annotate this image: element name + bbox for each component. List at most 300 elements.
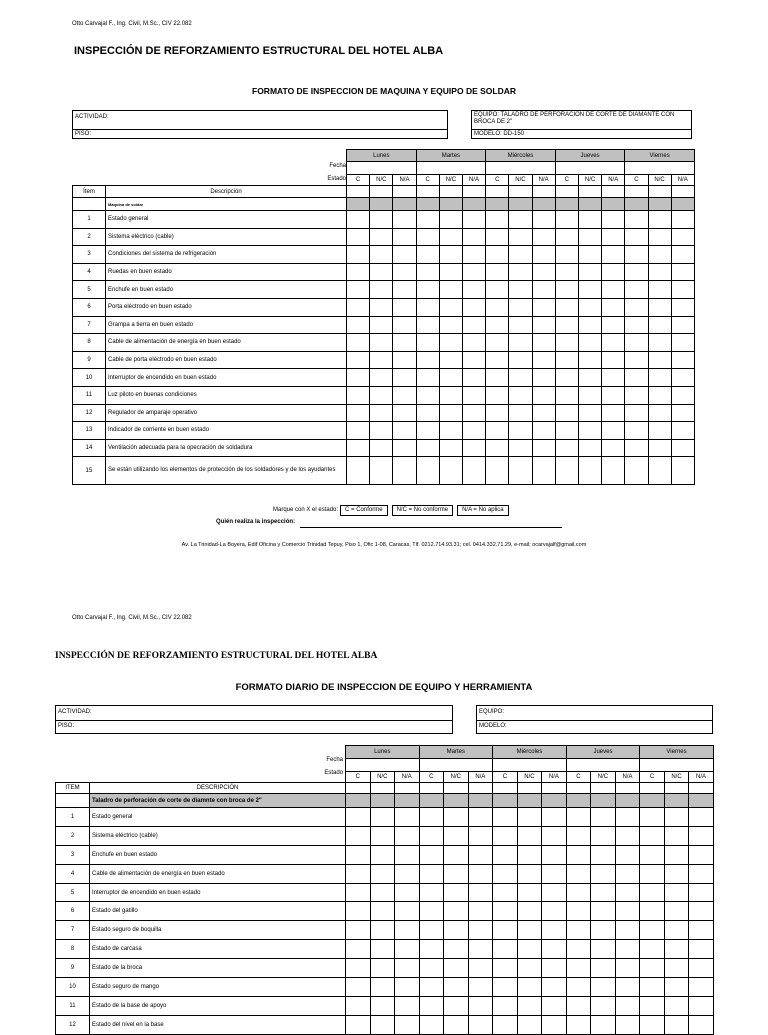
check-cell[interactable] [689,1015,714,1034]
check-cell[interactable] [664,921,689,940]
check-cell[interactable] [640,845,665,864]
check-cell[interactable] [370,211,393,229]
check-cell[interactable] [486,351,509,369]
check-cell[interactable] [395,864,420,883]
check-cell[interactable] [419,921,444,940]
check-cell[interactable] [555,351,578,369]
check-cell[interactable] [493,845,518,864]
check-cell[interactable] [419,808,444,827]
check-cell[interactable] [532,246,555,264]
check-cell[interactable] [370,246,393,264]
fecha-cell[interactable] [419,759,493,772]
check-cell[interactable] [493,1015,518,1034]
check-cell[interactable] [625,228,648,246]
check-cell[interactable] [671,404,694,422]
check-cell[interactable] [393,228,416,246]
check-cell[interactable] [591,1015,616,1034]
check-cell[interactable] [671,298,694,316]
check-cell[interactable] [591,808,616,827]
check-cell[interactable] [555,422,578,440]
check-cell[interactable] [462,263,485,281]
check-cell[interactable] [555,211,578,229]
check-cell[interactable] [347,404,370,422]
check-cell[interactable] [347,316,370,334]
check-cell[interactable] [555,457,578,485]
fecha-cell[interactable] [566,759,640,772]
check-cell[interactable] [566,864,591,883]
check-cell[interactable] [486,386,509,404]
check-cell[interactable] [648,316,671,334]
check-cell[interactable] [439,246,462,264]
check-cell[interactable] [347,263,370,281]
check-cell[interactable] [370,369,393,387]
check-cell[interactable] [578,246,601,264]
check-cell[interactable] [370,978,395,997]
check-cell[interactable] [615,1015,640,1034]
check-cell[interactable] [625,439,648,457]
check-cell[interactable] [591,864,616,883]
check-cell[interactable] [566,883,591,902]
check-cell[interactable] [625,263,648,281]
check-cell[interactable] [370,316,393,334]
check-cell[interactable] [555,298,578,316]
check-cell[interactable] [648,263,671,281]
check-cell[interactable] [468,864,493,883]
check-cell[interactable] [395,883,420,902]
check-cell[interactable] [462,246,485,264]
check-cell[interactable] [486,228,509,246]
check-cell[interactable] [370,883,395,902]
check-cell[interactable] [439,351,462,369]
check-cell[interactable] [347,369,370,387]
check-cell[interactable] [416,298,439,316]
check-cell[interactable] [625,298,648,316]
check-cell[interactable] [444,959,469,978]
check-cell[interactable] [468,883,493,902]
check-cell[interactable] [419,978,444,997]
check-cell[interactable] [542,864,567,883]
check-cell[interactable] [671,211,694,229]
check-cell[interactable] [517,959,542,978]
check-cell[interactable] [671,351,694,369]
check-cell[interactable] [370,996,395,1015]
check-cell[interactable] [625,422,648,440]
check-cell[interactable] [468,1015,493,1034]
check-cell[interactable] [439,386,462,404]
check-cell[interactable] [517,883,542,902]
check-cell[interactable] [416,263,439,281]
check-cell[interactable] [591,883,616,902]
check-cell[interactable] [689,940,714,959]
check-cell[interactable] [419,845,444,864]
check-cell[interactable] [542,940,567,959]
check-cell[interactable] [555,369,578,387]
check-cell[interactable] [393,351,416,369]
check-cell[interactable] [346,959,371,978]
check-cell[interactable] [416,211,439,229]
check-cell[interactable] [370,959,395,978]
check-cell[interactable] [462,298,485,316]
check-cell[interactable] [640,940,665,959]
check-cell[interactable] [444,845,469,864]
check-cell[interactable] [346,883,371,902]
check-cell[interactable] [509,457,532,485]
check-cell[interactable] [419,959,444,978]
check-cell[interactable] [509,404,532,422]
check-cell[interactable] [625,351,648,369]
check-cell[interactable] [602,334,625,352]
check-cell[interactable] [393,386,416,404]
check-cell[interactable] [517,1015,542,1034]
check-cell[interactable] [439,316,462,334]
check-cell[interactable] [468,959,493,978]
check-cell[interactable] [393,334,416,352]
check-cell[interactable] [347,334,370,352]
check-cell[interactable] [370,228,393,246]
check-cell[interactable] [648,457,671,485]
check-cell[interactable] [462,316,485,334]
check-cell[interactable] [347,228,370,246]
check-cell[interactable] [346,902,371,921]
check-cell[interactable] [602,316,625,334]
check-cell[interactable] [419,826,444,845]
check-cell[interactable] [542,845,567,864]
check-cell[interactable] [671,386,694,404]
check-cell[interactable] [615,808,640,827]
check-cell[interactable] [509,298,532,316]
fecha-cell[interactable] [416,162,486,175]
check-cell[interactable] [462,422,485,440]
check-cell[interactable] [462,334,485,352]
fecha-cell[interactable] [555,162,625,175]
check-cell[interactable] [555,246,578,264]
check-cell[interactable] [509,228,532,246]
check-cell[interactable] [509,263,532,281]
check-cell[interactable] [566,921,591,940]
check-cell[interactable] [370,386,393,404]
check-cell[interactable] [444,826,469,845]
check-cell[interactable] [664,826,689,845]
check-cell[interactable] [664,959,689,978]
check-cell[interactable] [640,978,665,997]
check-cell[interactable] [444,883,469,902]
check-cell[interactable] [419,864,444,883]
check-cell[interactable] [555,404,578,422]
check-cell[interactable] [566,808,591,827]
check-cell[interactable] [566,845,591,864]
check-cell[interactable] [444,864,469,883]
check-cell[interactable] [486,281,509,299]
check-cell[interactable] [648,439,671,457]
check-cell[interactable] [462,211,485,229]
check-cell[interactable] [370,334,393,352]
check-cell[interactable] [439,211,462,229]
check-cell[interactable] [532,457,555,485]
check-cell[interactable] [486,316,509,334]
check-cell[interactable] [555,386,578,404]
check-cell[interactable] [370,864,395,883]
check-cell[interactable] [602,298,625,316]
check-cell[interactable] [602,263,625,281]
check-cell[interactable] [393,369,416,387]
check-cell[interactable] [591,940,616,959]
check-cell[interactable] [640,808,665,827]
check-cell[interactable] [517,808,542,827]
check-cell[interactable] [640,902,665,921]
check-cell[interactable] [462,386,485,404]
check-cell[interactable] [395,959,420,978]
check-cell[interactable] [509,422,532,440]
check-cell[interactable] [468,921,493,940]
check-cell[interactable] [444,978,469,997]
check-cell[interactable] [347,439,370,457]
check-cell[interactable] [346,864,371,883]
check-cell[interactable] [532,351,555,369]
check-cell[interactable] [444,902,469,921]
check-cell[interactable] [370,281,393,299]
check-cell[interactable] [532,386,555,404]
check-cell[interactable] [462,457,485,485]
check-cell[interactable] [602,404,625,422]
check-cell[interactable] [370,298,393,316]
check-cell[interactable] [555,334,578,352]
check-cell[interactable] [370,808,395,827]
check-cell[interactable] [509,211,532,229]
fecha-cell[interactable] [347,162,417,175]
check-cell[interactable] [689,959,714,978]
check-cell[interactable] [509,246,532,264]
check-cell[interactable] [648,281,671,299]
check-cell[interactable] [555,316,578,334]
check-cell[interactable] [346,1015,371,1034]
check-cell[interactable] [493,826,518,845]
check-cell[interactable] [532,228,555,246]
check-cell[interactable] [578,298,601,316]
check-cell[interactable] [509,316,532,334]
check-cell[interactable] [347,211,370,229]
check-cell[interactable] [439,457,462,485]
check-cell[interactable] [532,334,555,352]
check-cell[interactable] [625,316,648,334]
check-cell[interactable] [602,281,625,299]
check-cell[interactable] [671,316,694,334]
check-cell[interactable] [509,439,532,457]
check-cell[interactable] [509,386,532,404]
check-cell[interactable] [347,422,370,440]
check-cell[interactable] [346,921,371,940]
check-cell[interactable] [602,369,625,387]
check-cell[interactable] [395,940,420,959]
check-cell[interactable] [462,351,485,369]
check-cell[interactable] [625,281,648,299]
check-cell[interactable] [416,457,439,485]
check-cell[interactable] [615,921,640,940]
check-cell[interactable] [395,845,420,864]
check-cell[interactable] [347,246,370,264]
check-cell[interactable] [578,351,601,369]
check-cell[interactable] [395,921,420,940]
inspector-signature-line[interactable] [300,527,562,528]
check-cell[interactable] [578,457,601,485]
check-cell[interactable] [578,439,601,457]
check-cell[interactable] [416,351,439,369]
check-cell[interactable] [532,422,555,440]
check-cell[interactable] [664,996,689,1015]
check-cell[interactable] [615,940,640,959]
check-cell[interactable] [648,422,671,440]
check-cell[interactable] [493,959,518,978]
check-cell[interactable] [532,298,555,316]
check-cell[interactable] [346,845,371,864]
check-cell[interactable] [370,921,395,940]
check-cell[interactable] [416,422,439,440]
check-cell[interactable] [542,826,567,845]
check-cell[interactable] [542,996,567,1015]
check-cell[interactable] [439,298,462,316]
check-cell[interactable] [664,845,689,864]
check-cell[interactable] [640,883,665,902]
check-cell[interactable] [689,808,714,827]
check-cell[interactable] [578,228,601,246]
check-cell[interactable] [578,369,601,387]
fecha-cell[interactable] [625,162,695,175]
check-cell[interactable] [509,334,532,352]
check-cell[interactable] [462,439,485,457]
check-cell[interactable] [393,457,416,485]
check-cell[interactable] [602,351,625,369]
check-cell[interactable] [370,457,393,485]
check-cell[interactable] [640,921,665,940]
check-cell[interactable] [419,902,444,921]
check-cell[interactable] [416,334,439,352]
check-cell[interactable] [689,978,714,997]
check-cell[interactable] [671,281,694,299]
check-cell[interactable] [517,996,542,1015]
check-cell[interactable] [393,263,416,281]
check-cell[interactable] [625,457,648,485]
check-cell[interactable] [671,246,694,264]
check-cell[interactable] [486,439,509,457]
check-cell[interactable] [625,211,648,229]
fecha-cell[interactable] [493,759,567,772]
check-cell[interactable] [486,246,509,264]
check-cell[interactable] [602,439,625,457]
check-cell[interactable] [602,386,625,404]
check-cell[interactable] [689,845,714,864]
check-cell[interactable] [346,826,371,845]
check-cell[interactable] [625,246,648,264]
check-cell[interactable] [517,864,542,883]
check-cell[interactable] [689,883,714,902]
check-cell[interactable] [664,940,689,959]
check-cell[interactable] [591,921,616,940]
check-cell[interactable] [468,902,493,921]
check-cell[interactable] [648,298,671,316]
check-cell[interactable] [664,1015,689,1034]
check-cell[interactable] [648,211,671,229]
check-cell[interactable] [517,826,542,845]
check-cell[interactable] [689,996,714,1015]
check-cell[interactable] [648,404,671,422]
check-cell[interactable] [393,439,416,457]
check-cell[interactable] [578,263,601,281]
check-cell[interactable] [640,864,665,883]
check-cell[interactable] [671,439,694,457]
check-cell[interactable] [532,263,555,281]
check-cell[interactable] [370,263,393,281]
check-cell[interactable] [347,298,370,316]
check-cell[interactable] [640,959,665,978]
check-cell[interactable] [346,808,371,827]
check-cell[interactable] [486,369,509,387]
check-cell[interactable] [615,902,640,921]
check-cell[interactable] [347,351,370,369]
check-cell[interactable] [493,978,518,997]
check-cell[interactable] [346,940,371,959]
check-cell[interactable] [578,281,601,299]
check-cell[interactable] [439,404,462,422]
check-cell[interactable] [419,883,444,902]
check-cell[interactable] [468,940,493,959]
check-cell[interactable] [416,369,439,387]
check-cell[interactable] [615,826,640,845]
check-cell[interactable] [578,211,601,229]
check-cell[interactable] [462,369,485,387]
check-cell[interactable] [486,404,509,422]
check-cell[interactable] [370,902,395,921]
check-cell[interactable] [555,281,578,299]
check-cell[interactable] [370,404,393,422]
check-cell[interactable] [542,808,567,827]
check-cell[interactable] [347,386,370,404]
check-cell[interactable] [493,921,518,940]
check-cell[interactable] [591,978,616,997]
check-cell[interactable] [462,404,485,422]
check-cell[interactable] [591,959,616,978]
check-cell[interactable] [532,369,555,387]
check-cell[interactable] [486,298,509,316]
check-cell[interactable] [542,1015,567,1034]
check-cell[interactable] [625,369,648,387]
check-cell[interactable] [393,281,416,299]
check-cell[interactable] [615,978,640,997]
check-cell[interactable] [625,334,648,352]
check-cell[interactable] [542,921,567,940]
check-cell[interactable] [664,808,689,827]
check-cell[interactable] [393,298,416,316]
check-cell[interactable] [395,902,420,921]
check-cell[interactable] [486,334,509,352]
check-cell[interactable] [439,281,462,299]
check-cell[interactable] [671,228,694,246]
check-cell[interactable] [509,281,532,299]
check-cell[interactable] [486,263,509,281]
check-cell[interactable] [648,386,671,404]
check-cell[interactable] [347,281,370,299]
check-cell[interactable] [416,386,439,404]
check-cell[interactable] [493,940,518,959]
check-cell[interactable] [566,959,591,978]
check-cell[interactable] [602,457,625,485]
check-cell[interactable] [444,940,469,959]
check-cell[interactable] [578,334,601,352]
check-cell[interactable] [602,228,625,246]
check-cell[interactable] [648,351,671,369]
check-cell[interactable] [671,369,694,387]
check-cell[interactable] [532,211,555,229]
check-cell[interactable] [370,1015,395,1034]
fecha-cell[interactable] [346,759,420,772]
